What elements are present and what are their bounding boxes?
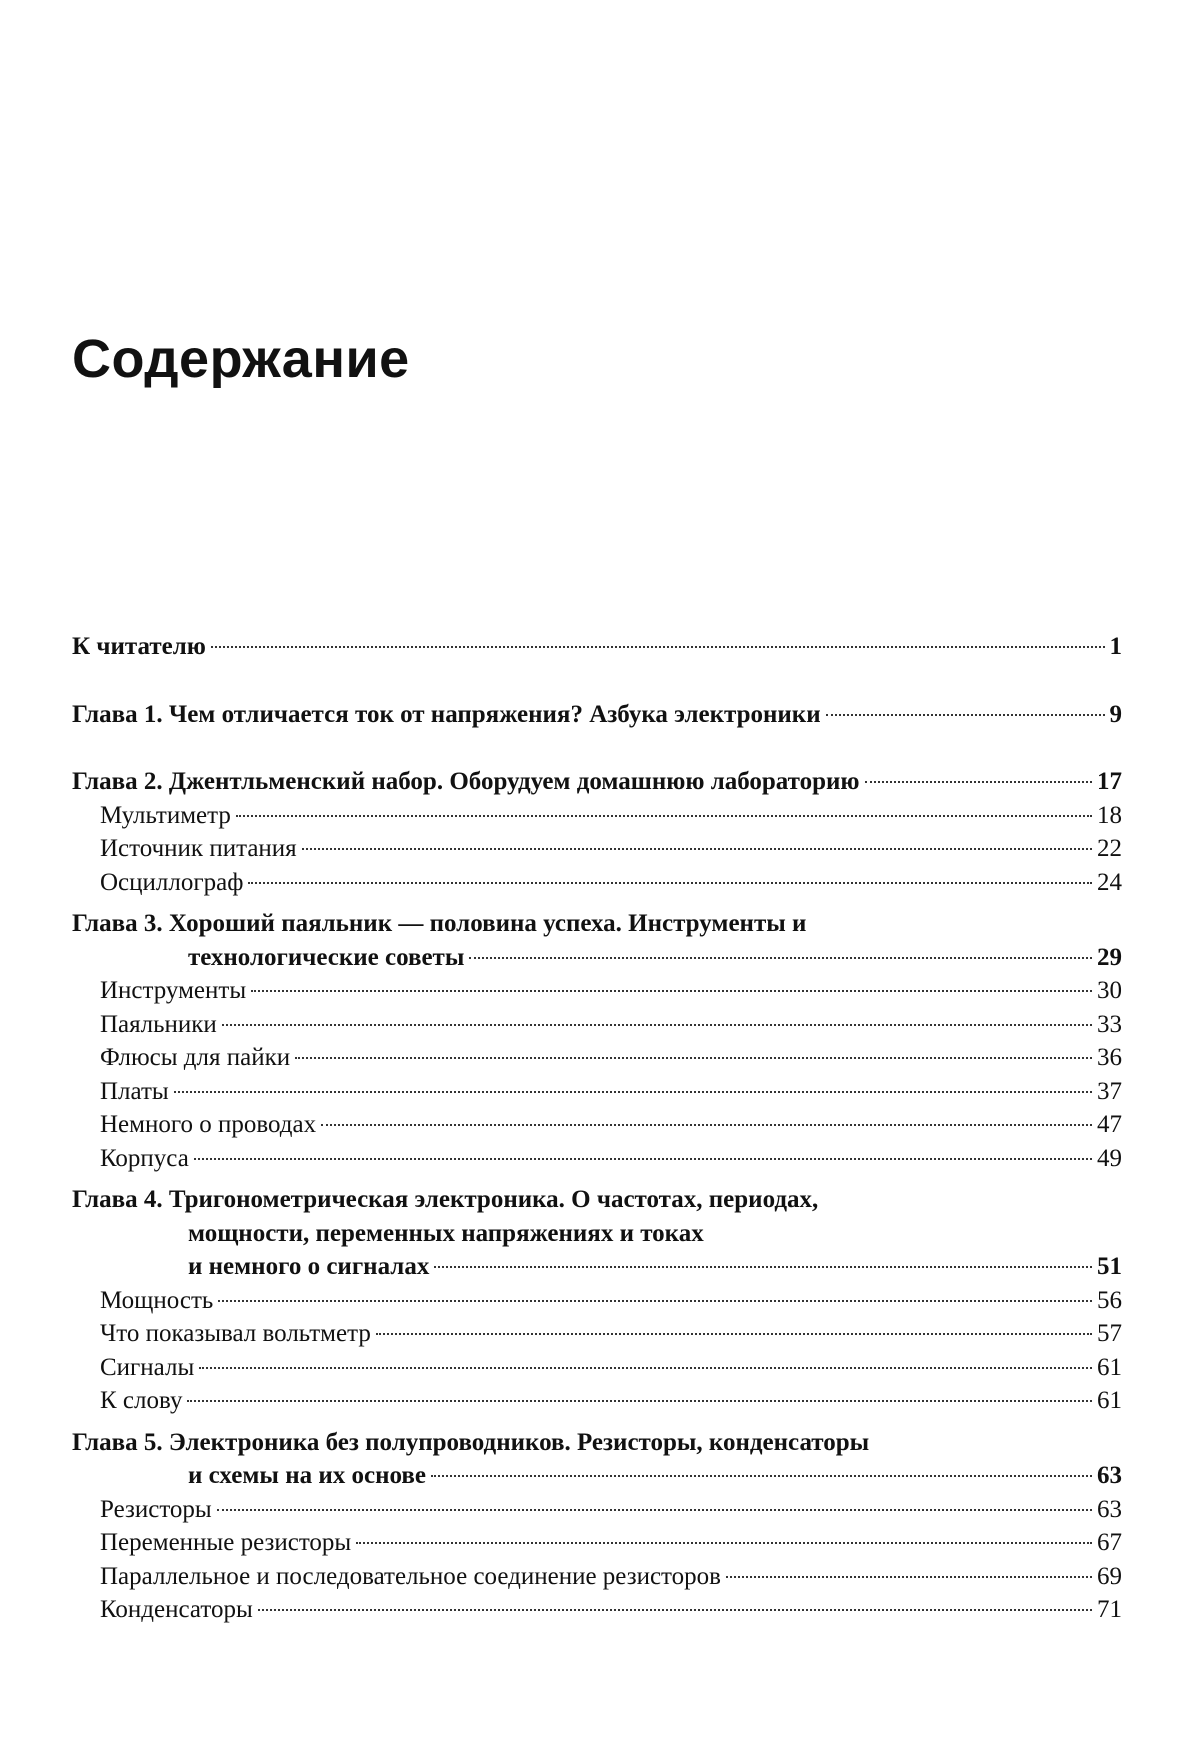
dot-leader xyxy=(199,1367,1092,1369)
page-title: Содержание xyxy=(72,329,410,389)
toc-entry-label: К читателю xyxy=(72,633,206,660)
dot-leader xyxy=(211,646,1105,648)
toc-subentry[interactable] xyxy=(72,1560,1122,1594)
toc-subentry[interactable] xyxy=(72,1593,1122,1627)
toc-entry-label: технологические советы xyxy=(188,943,465,971)
dot-leader xyxy=(302,848,1092,850)
toc-subentry-page: 63 xyxy=(1097,1495,1122,1523)
dot-leader xyxy=(865,781,1092,783)
dot-leader xyxy=(376,1333,1092,1335)
dot-leader xyxy=(434,1266,1092,1268)
toc-subentry[interactable] xyxy=(72,866,1122,900)
toc-entry-label: Глава 1. Чем отличается ток от напряжения? Азбука электроники xyxy=(72,700,821,728)
toc-subentry-label: Немного о проводах xyxy=(100,1111,317,1138)
toc-subentry[interactable] xyxy=(72,1108,1122,1142)
dot-leader xyxy=(295,1057,1092,1059)
toc-entry-chapter-4-line2: мощности, переменных напряжениях и токах xyxy=(188,1219,704,1247)
toc-entry-chapter-5-line1: Глава 5. Электроника без полупроводников. Резисторы, конденсаторы xyxy=(72,1428,870,1456)
dot-leader xyxy=(356,1542,1092,1544)
toc-subentry-label: Переменные резисторы xyxy=(100,1529,352,1556)
toc-subentry[interactable] xyxy=(72,1384,1122,1418)
toc-subentry-label: Сигналы xyxy=(100,1353,195,1381)
toc-subentry-page: 24 xyxy=(1097,868,1122,896)
toc-subentry-page: 33 xyxy=(1097,1010,1122,1038)
toc-entry-page: 9 xyxy=(1109,700,1122,728)
dot-leader xyxy=(726,1576,1092,1578)
dot-leader xyxy=(217,1509,1092,1511)
toc-subentry[interactable] xyxy=(72,1493,1122,1527)
toc-entry-label: и немного о сигналах xyxy=(188,1253,430,1280)
toc-subentry-label: Источник питания xyxy=(100,835,297,862)
toc-subentry-label: Осциллограф xyxy=(100,868,244,896)
dot-leader xyxy=(194,1158,1092,1160)
toc-subentry[interactable] xyxy=(72,832,1122,866)
toc-subentry-page: 30 xyxy=(1097,977,1122,1004)
toc-subentry-label: Корпуса xyxy=(100,1144,189,1172)
toc-subentry-page: 61 xyxy=(1097,1387,1122,1414)
toc-subentry-page: 37 xyxy=(1097,1077,1122,1105)
toc-subentry-page: 69 xyxy=(1097,1562,1122,1590)
toc-subentry-page: 56 xyxy=(1097,1286,1122,1314)
toc-entry-chapter-2[interactable] xyxy=(72,765,1122,799)
toc-subentry-page: 61 xyxy=(1097,1353,1122,1381)
toc-entry-page: 63 xyxy=(1097,1462,1122,1489)
dot-leader xyxy=(248,882,1092,884)
dot-leader xyxy=(251,990,1092,992)
toc-entry-chapter-3-line1: Глава 3. Хороший паяльник — половина успеха. Инструменты и xyxy=(72,910,807,937)
toc-subentry-label: Конденсаторы xyxy=(100,1596,253,1623)
dot-leader xyxy=(187,1400,1092,1402)
toc-entry-chapter-5[interactable] xyxy=(72,1459,1122,1493)
table-of-contents xyxy=(72,630,1122,1627)
toc-subentry-label: Инструменты xyxy=(100,977,247,1004)
toc-entry-label: и схемы на их основе xyxy=(188,1462,426,1489)
dot-leader xyxy=(826,714,1105,716)
toc-subentry[interactable] xyxy=(72,974,1122,1008)
toc-subentry-label: Паяльники xyxy=(100,1010,217,1038)
toc-subentry[interactable] xyxy=(72,1284,1122,1318)
toc-subentry-label: Мультиметр xyxy=(100,801,231,829)
toc-subentry-page: 49 xyxy=(1097,1144,1122,1172)
dot-leader xyxy=(321,1124,1092,1126)
toc-entry-page: 1 xyxy=(1109,633,1122,660)
dot-leader xyxy=(258,1609,1092,1611)
toc-entry-page: 29 xyxy=(1097,943,1122,971)
toc-subentry[interactable] xyxy=(72,1351,1122,1385)
toc-entry-label: Глава 2. Джентльменский набор. Оборудуем домашнюю лабораторию xyxy=(72,768,860,795)
dot-leader xyxy=(236,815,1092,817)
toc-entry-chapter-4[interactable] xyxy=(72,1250,1122,1284)
toc-subentry-label: Что показывал вольтметр xyxy=(100,1320,371,1347)
dot-leader xyxy=(174,1091,1092,1093)
toc-subentry-page: 22 xyxy=(1097,835,1122,862)
toc-subentry[interactable] xyxy=(72,1008,1122,1042)
toc-subentry-label: Параллельное и последовательное соединение резисторов xyxy=(100,1562,721,1590)
dot-leader xyxy=(431,1475,1092,1477)
toc-subentry-label: Флюсы для пайки xyxy=(100,1044,291,1071)
toc-entry-chapter-4-line1: Глава 4. Тригонометрическая электроника. О частотах, периодах, xyxy=(72,1186,819,1213)
toc-subentry-label: К слову xyxy=(100,1387,183,1414)
dot-leader xyxy=(218,1300,1092,1302)
toc-subentry[interactable] xyxy=(72,1526,1122,1560)
toc-subentry-page: 36 xyxy=(1097,1044,1122,1071)
toc-subentry[interactable] xyxy=(72,1041,1122,1075)
toc-entry-page: 51 xyxy=(1097,1253,1122,1280)
toc-entry-page: 17 xyxy=(1097,768,1122,795)
toc-subentry-label: Платы xyxy=(100,1077,169,1105)
toc-subentry-page: 67 xyxy=(1097,1529,1122,1556)
toc-entry-intro[interactable] xyxy=(72,630,1122,664)
toc-subentry[interactable] xyxy=(72,799,1122,833)
toc-subentry[interactable] xyxy=(72,1142,1122,1176)
toc-subentry-page: 47 xyxy=(1097,1111,1122,1138)
dot-leader xyxy=(222,1024,1092,1026)
toc-subentry-page: 71 xyxy=(1097,1596,1122,1623)
dot-leader xyxy=(469,957,1092,959)
toc-subentry-page: 18 xyxy=(1097,801,1122,829)
toc-subentry-page: 57 xyxy=(1097,1320,1122,1347)
toc-entry-chapter-1[interactable] xyxy=(72,698,1122,732)
toc-subentry[interactable] xyxy=(72,1075,1122,1109)
toc-entry-chapter-3[interactable] xyxy=(72,941,1122,975)
toc-subentry-label: Резисторы xyxy=(100,1495,212,1523)
toc-subentry[interactable] xyxy=(72,1317,1122,1351)
toc-subentry-label: Мощность xyxy=(100,1286,214,1314)
